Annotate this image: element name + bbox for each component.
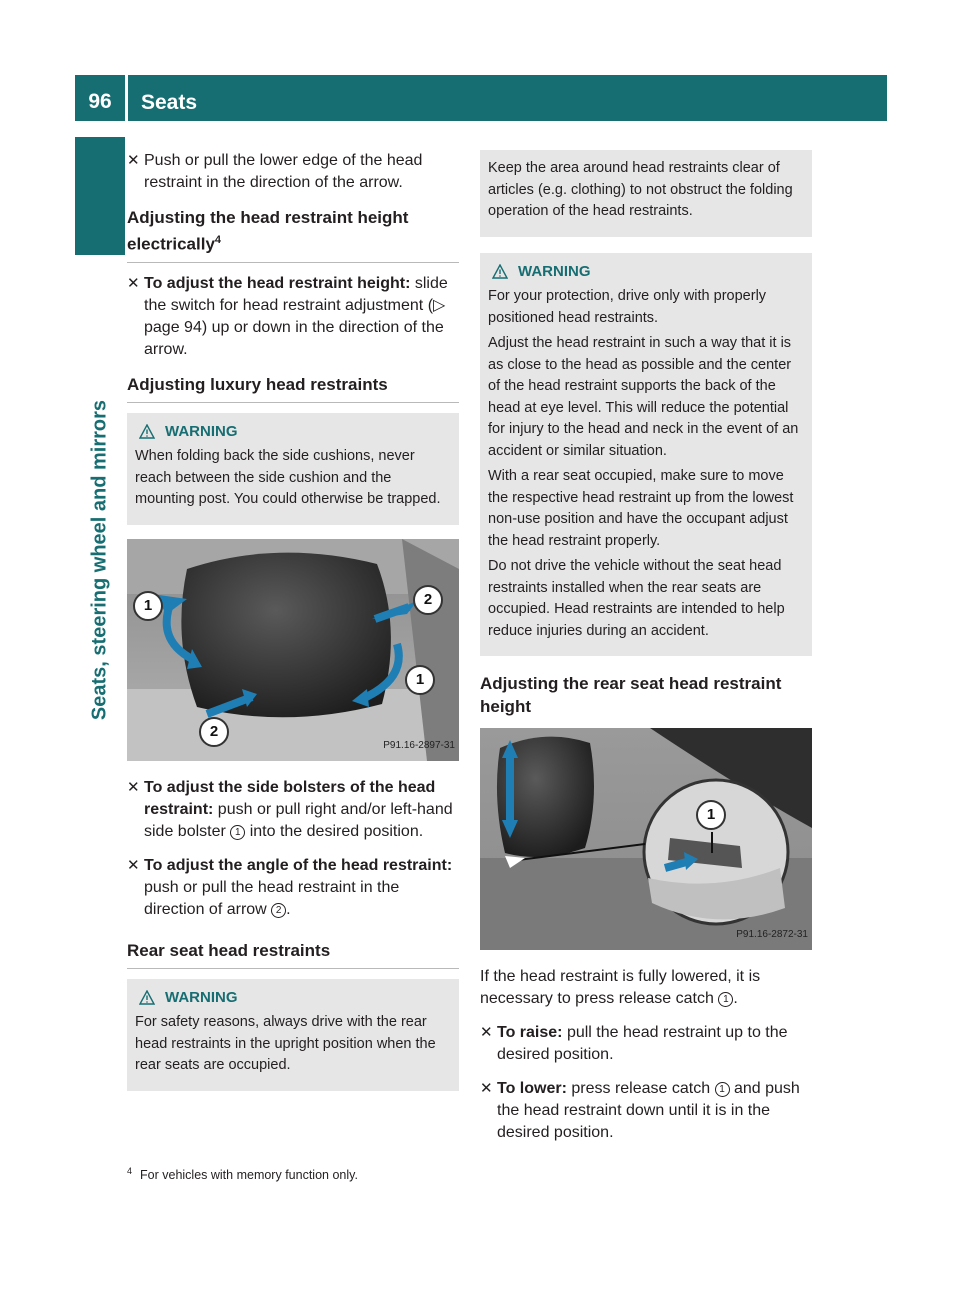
header-divider — [125, 75, 128, 121]
step-lead: To adjust the head restraint height: — [144, 274, 411, 292]
figure-code: P91.16-2897-31 — [383, 739, 455, 751]
warning-box-side-cushions — [127, 413, 459, 525]
figure-luxury-head-restraint — [127, 539, 459, 761]
warning-text: When folding back the side cushions, never reach between the side cushion and the mounting post. You could otherwise be trapped. — [135, 448, 441, 508]
step-text: and push the head restraint down until it is in the desired position. — [497, 1080, 800, 1141]
warning-triangle-icon — [492, 264, 508, 279]
callout-1: 1 — [696, 800, 726, 830]
heading-luxury: Adjusting luxury head restraints — [127, 373, 459, 403]
paragraph-text: . — [733, 990, 738, 1007]
note-box — [480, 150, 812, 237]
step-adjust-bolsters — [127, 777, 459, 843]
warning-title — [139, 421, 451, 443]
step-text: slide the switch for head restraint adjustment (▷ page 94) up or down in the direction of the arrow. — [144, 274, 448, 358]
heading-rear: Rear seat head restraints — [127, 939, 459, 969]
step-push-pull — [127, 150, 459, 194]
step-lead: To raise: — [497, 1024, 563, 1041]
page-number: 96 — [88, 90, 112, 113]
warning-box-protection — [480, 253, 812, 657]
warning-paragraph: For your protection, drive only with properly positioned head restraints. — [488, 288, 767, 326]
warning-title — [139, 987, 451, 1009]
ref-marker: 1 — [230, 825, 245, 840]
ref-marker: 2 — [271, 903, 286, 918]
step-lower — [480, 1078, 812, 1144]
section-title: Seats — [141, 91, 198, 114]
rear-head-restraint-illustration — [480, 728, 812, 950]
warning-title-text: WARNING — [165, 422, 238, 440]
callout-2-left: 2 — [199, 717, 229, 747]
callout-2-right: 2 — [413, 585, 443, 615]
warning-box-rear — [127, 979, 459, 1091]
step-text: press release catch — [566, 1080, 715, 1097]
callout-1-right: 1 — [405, 665, 435, 695]
footnote-text: For vehicles with memory function only. — [140, 1168, 358, 1183]
step-marker-icon: ✕ — [127, 152, 140, 169]
warning-triangle-icon — [139, 424, 155, 439]
ref-marker: 1 — [718, 992, 733, 1007]
warning-paragraph: Do not drive the vehicle without the seat head restraints installed when the rear seats are occupied. Head restraints are intended to help reduce injuries during an accident. — [488, 558, 785, 639]
step-adjust-angle — [127, 855, 459, 921]
step-text: . — [286, 900, 291, 918]
ref-marker: 1 — [715, 1082, 730, 1097]
warning-paragraph: With a rear seat occupied, make sure to move the respective head restraint up from the lowest non-use position and have the occupant adjust the head restraint properly. — [488, 468, 794, 549]
step-adjust-height — [127, 273, 459, 361]
footnote-ref: 4 — [214, 234, 222, 246]
figure-rear-head-restraint — [480, 728, 812, 950]
side-tab-text: Seats, steering wheel and mirrors — [88, 399, 111, 721]
warning-paragraph: Adjust the head restraint in such a way that it is as close to the head as possible and the center of the head restraint supports the back of the head at eye level. This will reduce the potential for injury to the head and neck in the event of an accident or similar situation. — [488, 335, 799, 459]
step-lead: To adjust the angle of the head restraint: — [144, 856, 453, 874]
step-text: push or pull the head restraint in the direction of arrow — [144, 878, 400, 918]
warning-triangle-icon — [139, 990, 155, 1005]
warning-text: For safety reasons, always drive with the rear head restraints in the upright position when the rear seats are occupied. — [135, 1014, 436, 1074]
step-marker-icon: ✕ — [480, 1024, 493, 1041]
callout-1-left: 1 — [133, 591, 163, 621]
step-text: into the desired position. — [245, 822, 424, 840]
step-text: Push or pull the lower edge of the head restraint in the direction of the arrow. — [144, 152, 423, 191]
heading-text: Adjusting the head restraint height electrically — [127, 208, 409, 254]
step-text: pull the head restraint up to the desired position. — [497, 1024, 788, 1063]
heading-rear-height: Adjusting the rear seat head restraint height — [480, 674, 782, 716]
footnote — [127, 1166, 358, 1182]
left-column — [127, 150, 459, 1107]
step-marker-icon: ✕ — [127, 778, 140, 796]
paragraph-text: If the head restraint is fully lowered, it is necessary to press release catch — [480, 968, 761, 1007]
step-lead: To lower: — [497, 1080, 567, 1097]
step-lead: To adjust the side bolsters of the head restraint: — [144, 778, 436, 818]
right-column — [480, 150, 812, 1156]
warning-title — [492, 261, 804, 283]
warning-title-text: WARNING — [165, 988, 238, 1006]
paragraph-lowered — [480, 966, 812, 1010]
heading-height-electric — [127, 206, 459, 263]
step-raise — [480, 1022, 812, 1066]
footnote-marker: 4 — [127, 1166, 133, 1176]
head-restraint-illustration — [127, 539, 459, 761]
step-marker-icon: ✕ — [127, 856, 140, 874]
step-text: push or pull right and/or left-hand side bolster — [144, 800, 453, 840]
warning-title-text: WARNING — [518, 262, 591, 280]
step-marker-icon: ✕ — [127, 274, 140, 292]
figure-code: P91.16-2872-31 — [736, 929, 808, 940]
note-text: Keep the area around head restraints clear of articles (e.g. clothing) to not obstruct the folding operation of the head restraints. — [488, 160, 793, 219]
step-marker-icon: ✕ — [480, 1080, 493, 1097]
side-tab — [75, 137, 125, 255]
